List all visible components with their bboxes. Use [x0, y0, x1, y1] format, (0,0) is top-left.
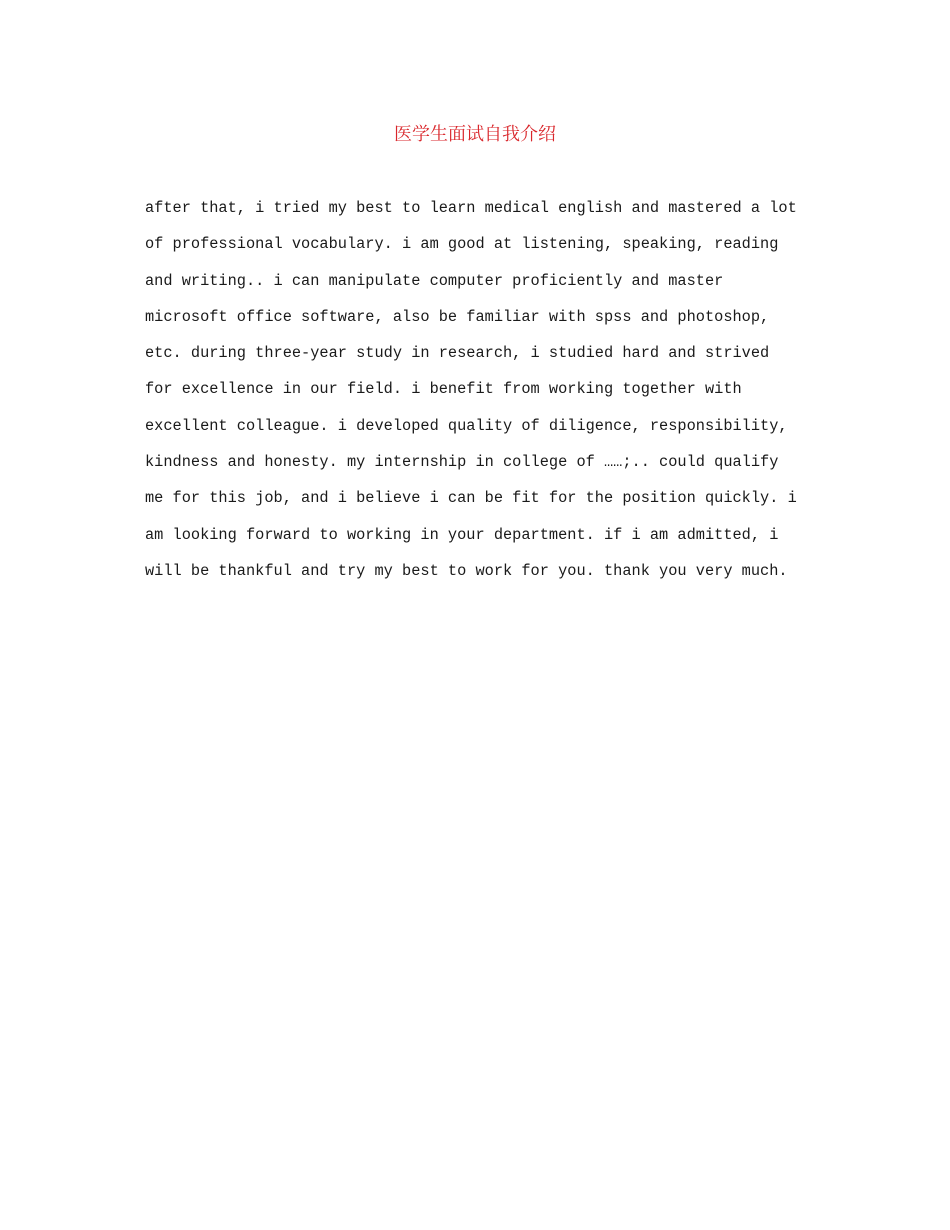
body-line: and writing.. i can manipulate computer proficiently and master [145, 271, 724, 290]
document-body [145, 190, 825, 589]
body-line: will be thankful and try my best to work for you. thank you very much. [145, 561, 788, 580]
body-line: microsoft office software, also be familiar with spss and photoshop, [145, 307, 770, 326]
body-line: for excellence in our field. i benefit from working together with [145, 380, 742, 399]
body-line: am looking forward to working in your department. if i am admitted, i [145, 525, 779, 544]
body-line: kindness and honesty. my internship in college of ……;.. could qualify [145, 453, 779, 472]
body-line: of professional vocabulary. i am good at listening, speaking, reading [145, 235, 779, 254]
body-line: after that, i tried my best to learn medical english and mastered a lot [145, 199, 797, 217]
body-line: etc. during three-year study in research, i studied hard and strived [145, 344, 770, 363]
document-title: 医学生面试自我介绍 [394, 124, 556, 145]
body-line: excellent colleague. i developed quality of diligence, responsibility, [145, 416, 788, 435]
body-line: me for this job, and i believe i can be fit for the position quickly. i [145, 489, 797, 508]
